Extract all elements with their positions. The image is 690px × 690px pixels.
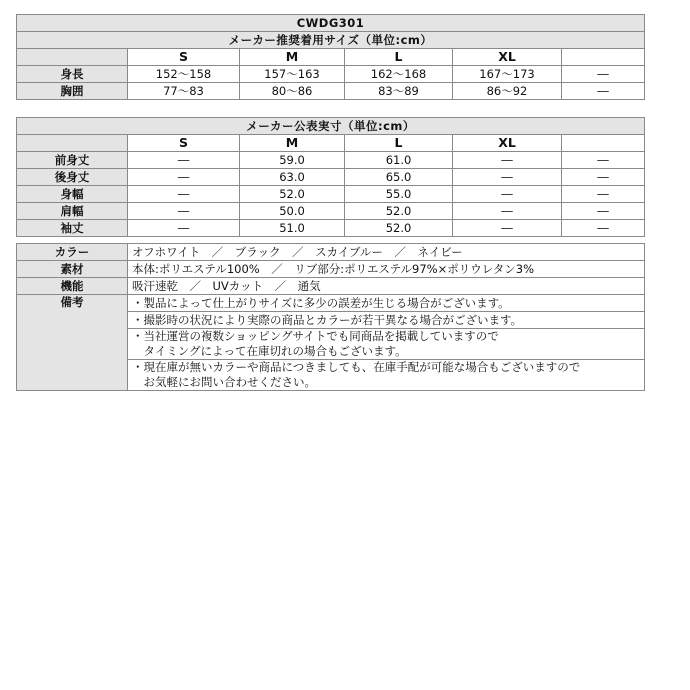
color-value: オフホワイト ／ ブラック ／ スカイブルー ／ ネイビー bbox=[128, 244, 645, 261]
table-cell: ― bbox=[562, 169, 645, 186]
table-row bbox=[17, 244, 645, 261]
table-cell: 52.0 bbox=[240, 186, 345, 203]
note-line: お気軽にお問い合わせください。 bbox=[132, 375, 316, 389]
table-cell: 52.0 bbox=[345, 220, 453, 237]
function-value: 吸汗速乾 ／ UVカット ／ 通気 bbox=[128, 278, 645, 295]
model-number: CWDG301 bbox=[17, 15, 645, 32]
row-label-color: カラー bbox=[17, 244, 128, 261]
table-cell: 50.0 bbox=[240, 203, 345, 220]
table-cell: ― bbox=[453, 220, 562, 237]
table-row bbox=[17, 186, 645, 203]
size-header: XL bbox=[453, 135, 562, 152]
note-line: ・製品によって仕上がりサイズに多少の誤差が生じる場合がございます。 bbox=[132, 295, 510, 310]
size-header bbox=[562, 49, 645, 66]
table-cell: 55.0 bbox=[345, 186, 453, 203]
row-label-chest: 胸囲 bbox=[17, 83, 128, 100]
table-row bbox=[17, 261, 645, 278]
row-label-height: 身長 bbox=[17, 66, 128, 83]
table-row bbox=[17, 83, 645, 100]
recommended-size-title: メーカー推奨着用サイズ（単位:cm） bbox=[17, 32, 645, 49]
table-cell: ― bbox=[128, 152, 240, 169]
table-row bbox=[17, 203, 645, 220]
row-label-body-width: 身幅 bbox=[17, 186, 128, 203]
size-header: XL bbox=[453, 49, 562, 66]
table-cell: 157～163 bbox=[240, 66, 345, 83]
size-header: L bbox=[345, 135, 453, 152]
table-cell: ― bbox=[562, 83, 645, 100]
table-cell: 80～86 bbox=[240, 83, 345, 100]
note-line: ・撮影時の状況により実際の商品とカラーが若干異なる場合がございます。 bbox=[132, 312, 523, 327]
actual-size-title: メーカー公表実寸（単位:cm） bbox=[17, 118, 645, 135]
size-header: M bbox=[240, 135, 345, 152]
note-line: ・当社運営の複数ショッピングサイトでも同商品を掲載していますので bbox=[132, 329, 499, 343]
row-label-notes: 備考 bbox=[17, 295, 128, 391]
note-line: タイミングによって在庫切れの場合もございます。 bbox=[132, 344, 407, 358]
table-cell: ― bbox=[128, 203, 240, 220]
table-cell: 51.0 bbox=[240, 220, 345, 237]
table-row bbox=[17, 169, 645, 186]
table-row bbox=[17, 152, 645, 169]
table-cell: 86～92 bbox=[453, 83, 562, 100]
table-cell: ― bbox=[562, 220, 645, 237]
table-cell: ― bbox=[453, 186, 562, 203]
product-details-table bbox=[16, 243, 645, 391]
table-cell: 167～173 bbox=[453, 66, 562, 83]
table-row bbox=[17, 278, 645, 295]
row-label-material: 素材 bbox=[17, 261, 128, 278]
note-item bbox=[128, 329, 645, 360]
table-cell: ― bbox=[562, 186, 645, 203]
row-label-front-length: 前身丈 bbox=[17, 152, 128, 169]
table-cell: 65.0 bbox=[345, 169, 453, 186]
table-cell: ― bbox=[128, 220, 240, 237]
table-cell: 52.0 bbox=[345, 203, 453, 220]
table-cell: ― bbox=[453, 203, 562, 220]
note-item bbox=[128, 360, 645, 391]
material-value: 本体:ポリエステル100% ／ リブ部分:ポリエステル97%×ポリウレタン3% bbox=[128, 261, 645, 278]
table-cell: ― bbox=[453, 169, 562, 186]
actual-size-table bbox=[16, 117, 645, 237]
size-header bbox=[562, 135, 645, 152]
table-cell: ― bbox=[562, 152, 645, 169]
recommended-size-table bbox=[16, 14, 645, 100]
corner-cell bbox=[17, 135, 128, 152]
size-header: S bbox=[128, 49, 240, 66]
table-cell: 152～158 bbox=[128, 66, 240, 83]
row-label-shoulder-width: 肩幅 bbox=[17, 203, 128, 220]
table-row bbox=[17, 66, 645, 83]
table-cell: ― bbox=[453, 152, 562, 169]
table-cell: 162～168 bbox=[345, 66, 453, 83]
table-cell: 63.0 bbox=[240, 169, 345, 186]
size-header: S bbox=[128, 135, 240, 152]
table-cell: 59.0 bbox=[240, 152, 345, 169]
table-row bbox=[17, 220, 645, 237]
row-label-function: 機能 bbox=[17, 278, 128, 295]
table-row bbox=[17, 295, 645, 312]
table-cell: 77～83 bbox=[128, 83, 240, 100]
size-header: L bbox=[345, 49, 453, 66]
table-cell: ― bbox=[562, 203, 645, 220]
note-line: ・現在庫が無いカラーや商品につきましても、在庫手配が可能な場合もございますので bbox=[132, 360, 581, 374]
table-cell: ― bbox=[562, 66, 645, 83]
table-cell: ― bbox=[128, 169, 240, 186]
size-header: M bbox=[240, 49, 345, 66]
row-label-back-length: 後身丈 bbox=[17, 169, 128, 186]
note-item bbox=[128, 295, 645, 312]
table-cell: 83～89 bbox=[345, 83, 453, 100]
table-cell: ― bbox=[128, 186, 240, 203]
corner-cell bbox=[17, 49, 128, 66]
note-item bbox=[128, 312, 645, 329]
row-label-sleeve-length: 袖丈 bbox=[17, 220, 128, 237]
table-cell: 61.0 bbox=[345, 152, 453, 169]
